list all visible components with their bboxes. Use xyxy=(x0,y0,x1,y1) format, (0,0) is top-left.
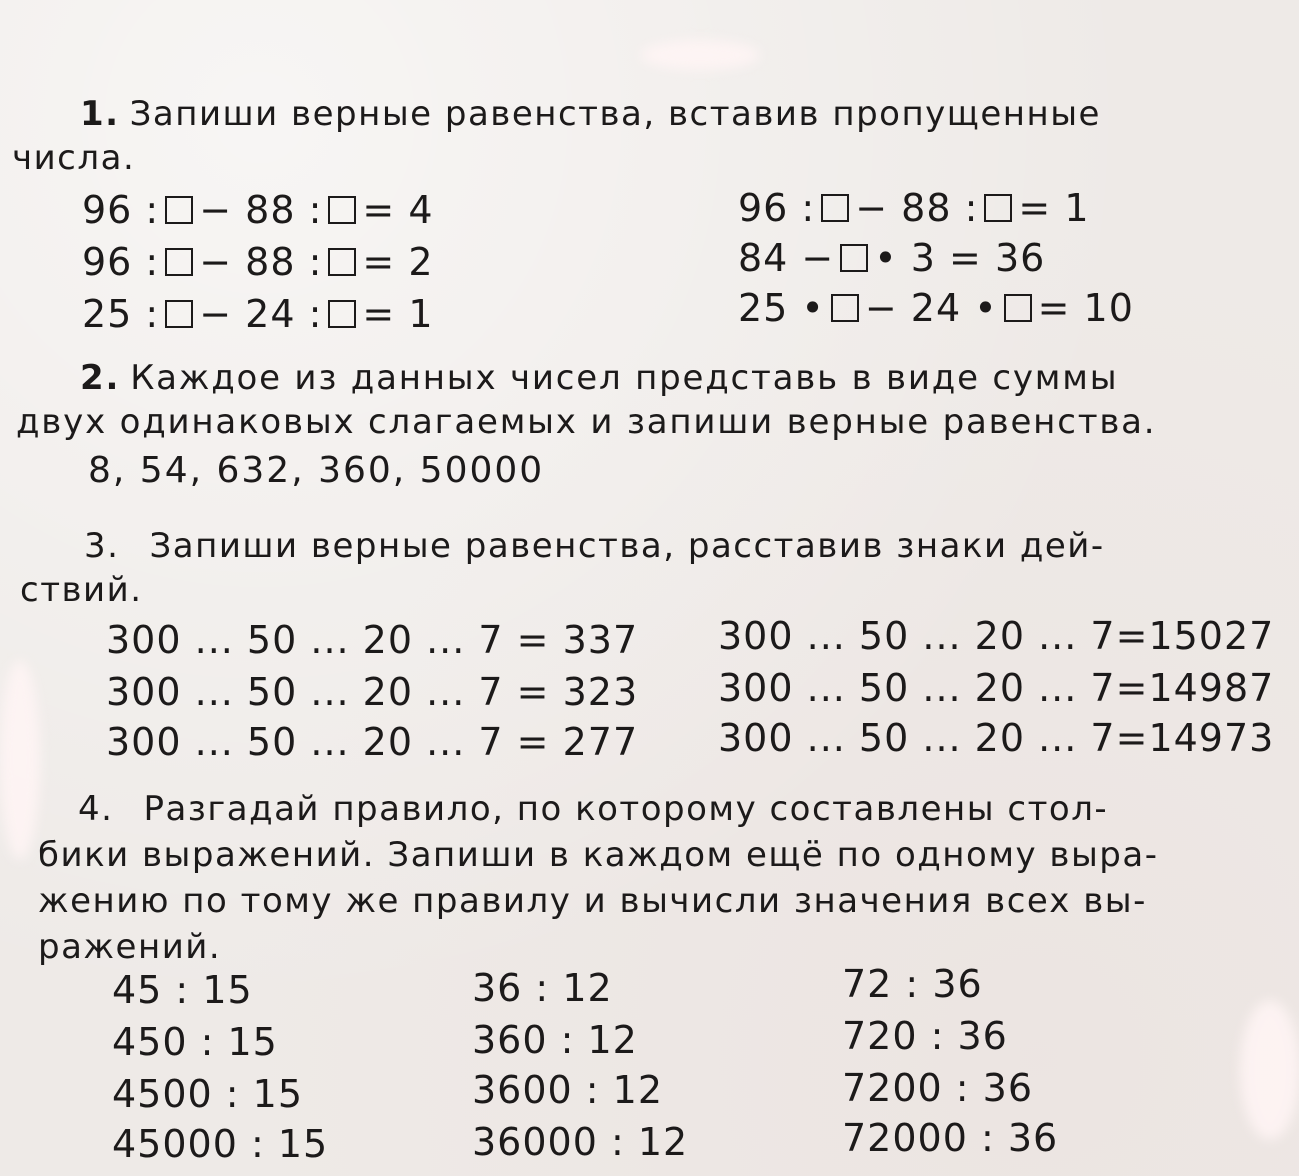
task4-expression: 3600 : 12 xyxy=(472,1068,664,1112)
blank-box xyxy=(328,248,356,276)
task3-line2: ствий. xyxy=(20,570,143,610)
blank-box xyxy=(165,248,193,276)
task3-line1: 3. Запиши верные равенства, расставив знаки дей- xyxy=(84,526,1105,566)
task2-number: 2. xyxy=(80,358,121,398)
task4-text xyxy=(38,786,1268,970)
task1-equation: 84 − • 3 = 36 xyxy=(738,236,1046,280)
task4-expression: 45 : 15 xyxy=(112,968,253,1012)
task4-expression: 450 : 15 xyxy=(112,1020,278,1064)
task4-expression: 72000 : 36 xyxy=(842,1116,1059,1160)
task4-expression: 360 : 12 xyxy=(472,1018,638,1062)
task3-equation: 300 ... 50 ... 20 ... 7=15027 xyxy=(718,614,1275,658)
task1-equation: 25 : − 24 : = 1 xyxy=(82,292,434,336)
task1-line2: числа. xyxy=(12,138,136,178)
blank-box xyxy=(328,196,356,224)
task4-expression: 36 : 12 xyxy=(472,966,613,1010)
task4-number: 4. xyxy=(78,789,114,829)
task3-equation: 300 ... 50 ... 20 ... 7 = 337 xyxy=(106,618,639,662)
paper-stain xyxy=(640,40,760,70)
task4-line2: бики выражений. Запиши в каждом ещё по одному выра- xyxy=(38,835,1159,875)
task4-expression: 72 : 36 xyxy=(842,962,983,1006)
blank-box xyxy=(328,300,356,328)
task4-expression: 4500 : 15 xyxy=(112,1072,304,1116)
paper-stain xyxy=(0,660,40,860)
blank-box xyxy=(831,294,859,322)
blank-box xyxy=(165,196,193,224)
task3-equation: 300 ... 50 ... 20 ... 7 = 277 xyxy=(106,720,639,764)
task1-equation: 96 : − 88 : = 2 xyxy=(82,240,434,284)
task2-numbers: 8, 54, 632, 360, 50000 xyxy=(88,450,545,491)
task4-expression: 45000 : 15 xyxy=(112,1122,329,1166)
task4-line4: ражений. xyxy=(38,927,222,967)
blank-box xyxy=(1004,294,1032,322)
task3-equation: 300 ... 50 ... 20 ... 7 = 323 xyxy=(106,670,639,714)
task4-line1: 4. Разгадай правило, по которому составлены стол- xyxy=(78,789,1109,829)
blank-box xyxy=(984,194,1012,222)
task2-line1: 2. Каждое из данных чисел представь в виде суммы xyxy=(80,358,1119,398)
task2-text xyxy=(12,356,1252,444)
task1-line1: 1. Запиши верные равенства, вставив пропущенные xyxy=(80,94,1101,134)
blank-box xyxy=(821,194,849,222)
blank-box xyxy=(840,244,868,272)
paper-stain xyxy=(1240,1000,1299,1140)
task3-equation: 300 ... 50 ... 20 ... 7=14973 xyxy=(718,716,1275,760)
task1-number: 1. xyxy=(80,94,120,134)
task1-equation: 25 • − 24 • = 10 xyxy=(738,286,1134,330)
task3-equation: 300 ... 50 ... 20 ... 7=14987 xyxy=(718,666,1275,710)
blank-box xyxy=(165,300,193,328)
task2-line2: двух одинаковых слагаемых и запиши верные равенства. xyxy=(16,402,1157,442)
task4-expression: 720 : 36 xyxy=(842,1014,1008,1058)
task4-line3: жению по тому же правилу и вычисли значения всех вы- xyxy=(38,881,1147,921)
task3-text xyxy=(20,524,1260,612)
task1-equation: 96 : − 88 : = 4 xyxy=(82,188,434,232)
task4-expression: 7200 : 36 xyxy=(842,1066,1034,1110)
task4-expression: 36000 : 12 xyxy=(472,1120,689,1164)
task1-text xyxy=(12,92,1252,180)
task1-equation: 96 : − 88 : = 1 xyxy=(738,186,1090,230)
task3-number: 3. xyxy=(84,526,120,566)
